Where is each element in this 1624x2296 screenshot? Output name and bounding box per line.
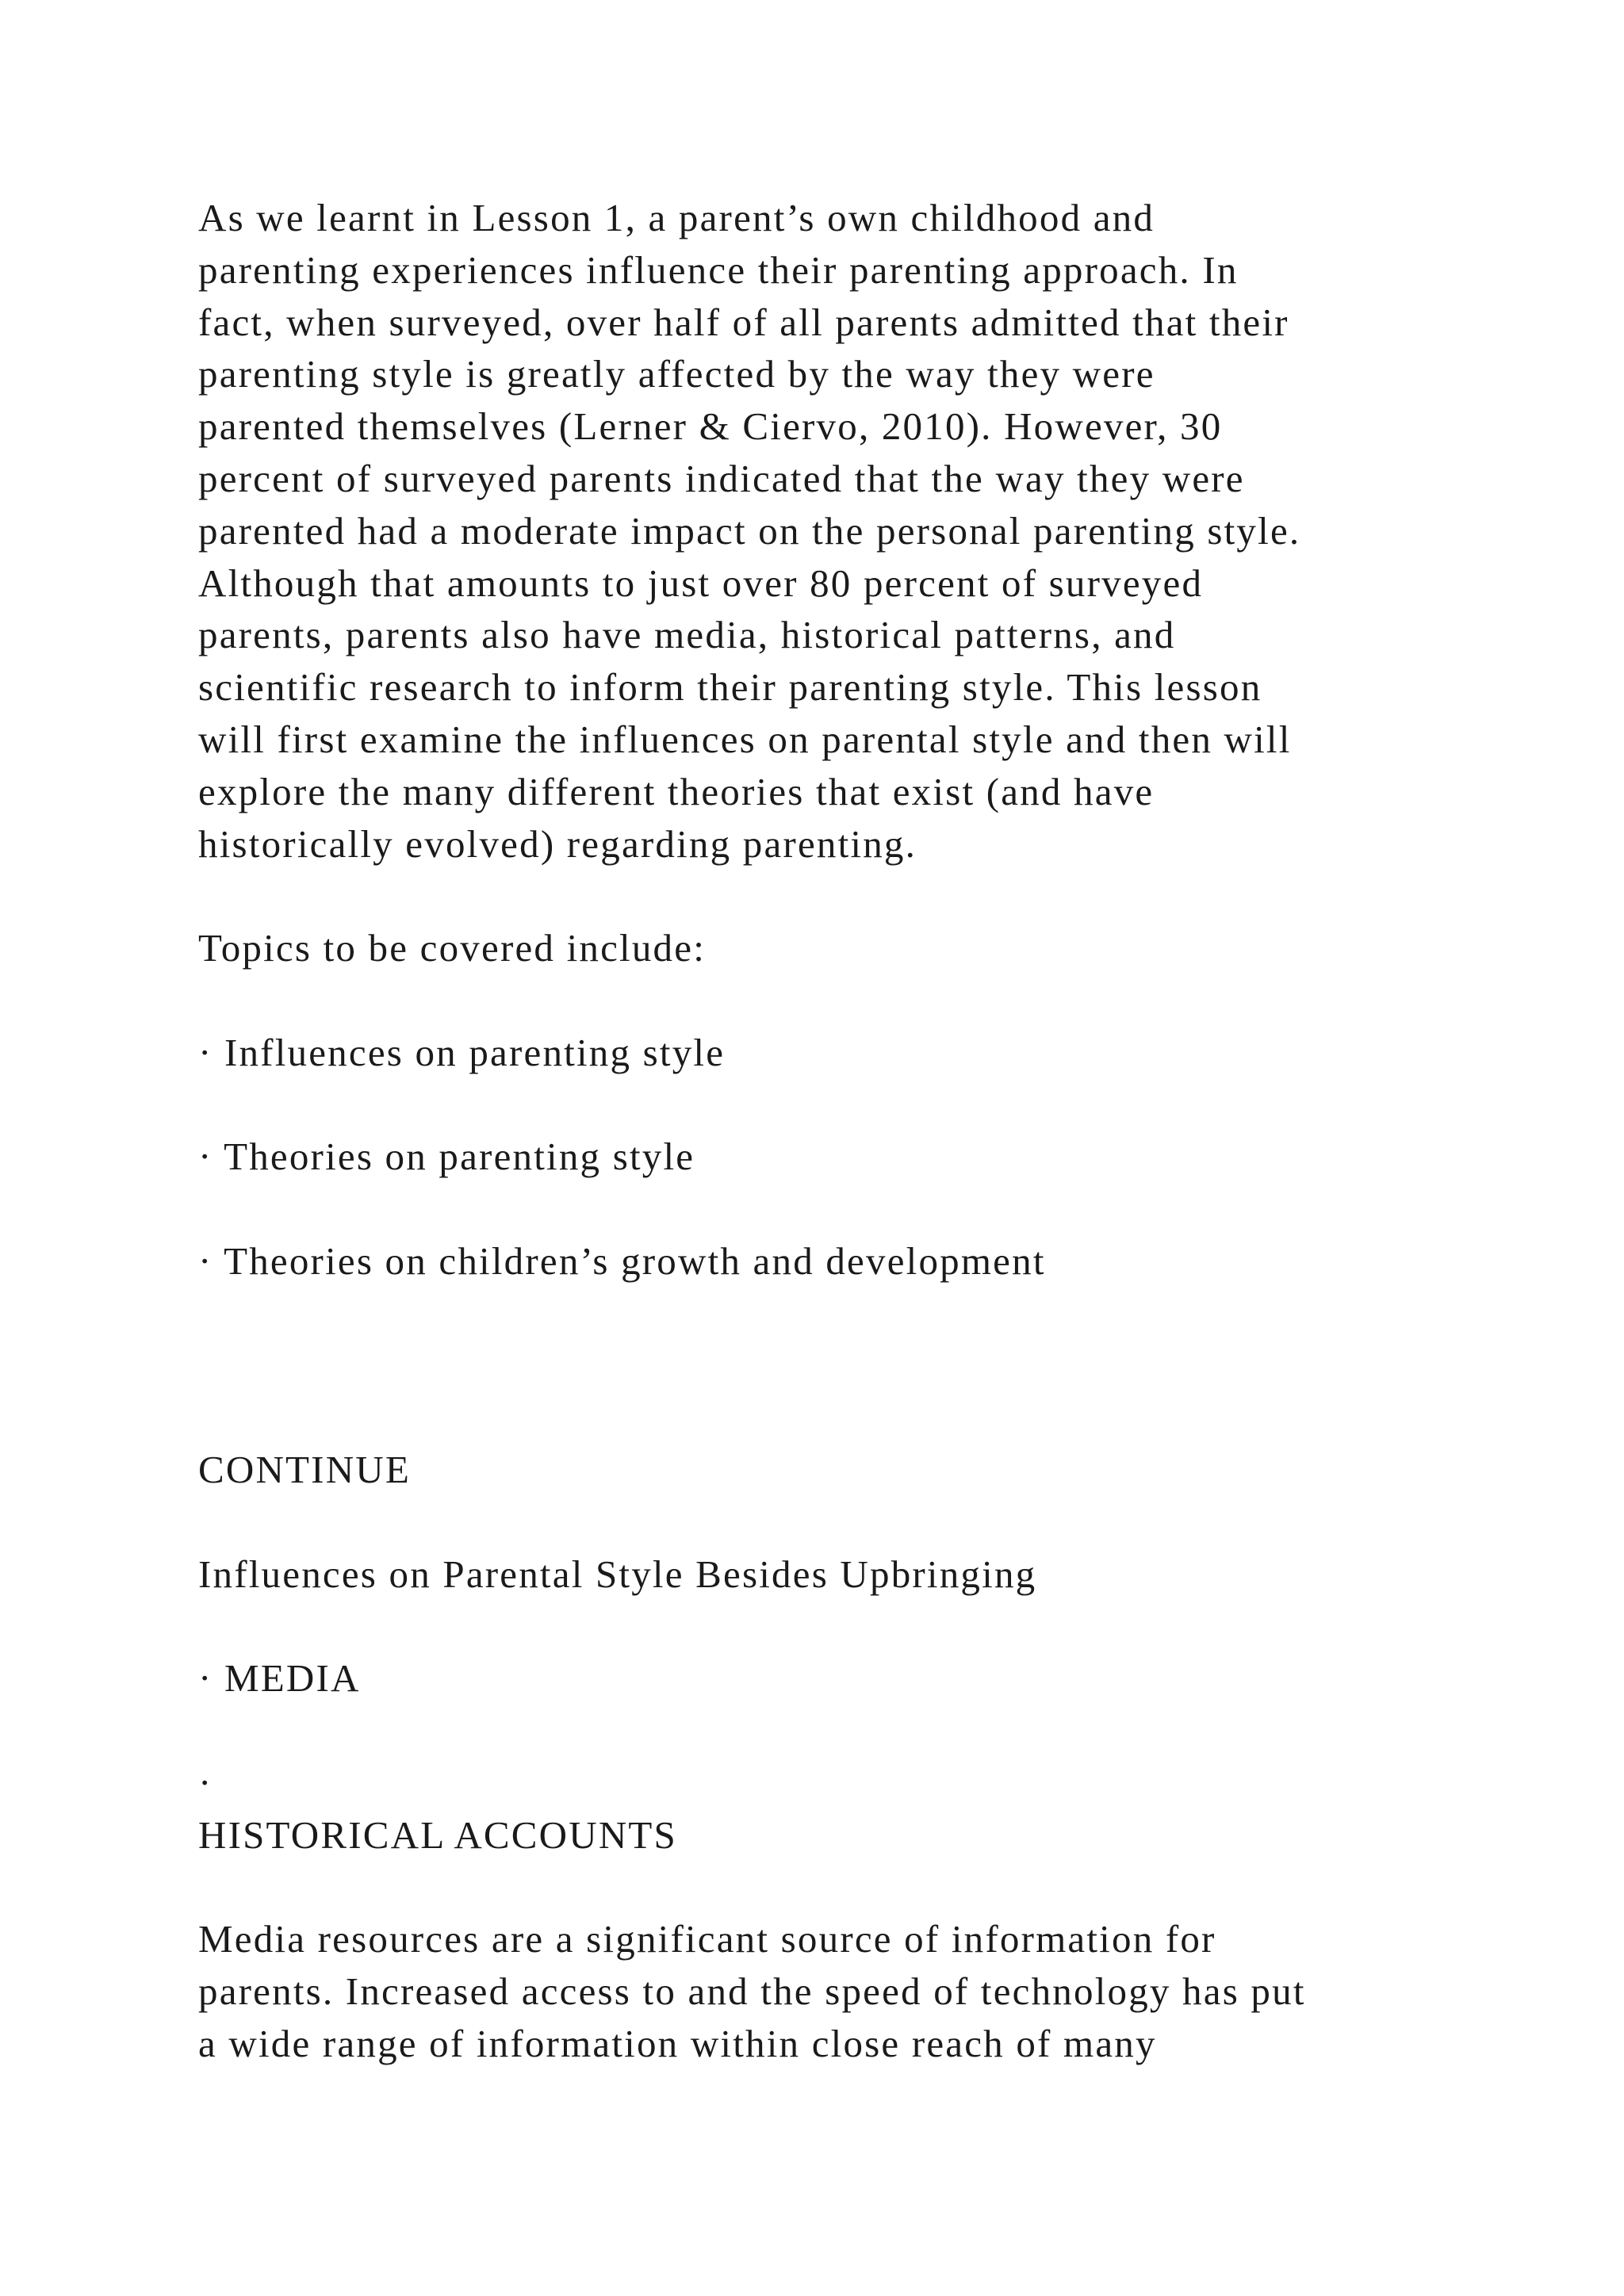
tab-historical-accounts[interactable]: HISTORICAL ACCOUNTS [198, 1812, 678, 1857]
intro-line: parents, parents also have media, historical patterns, and [198, 613, 1176, 657]
intro-line: historically evolved) regarding parenting. [198, 821, 917, 866]
bullet-dot: · [198, 1760, 213, 1804]
intro-line: As we learnt in Lesson 1, a parent’s own childhood and [198, 196, 1155, 239]
media-paragraph-line: a wide range of information within close reach of many [198, 2021, 1157, 2065]
continue-button[interactable]: CONTINUE [198, 1448, 412, 1492]
intro-line: parented had a moderate impact on the personal parenting style. [198, 508, 1301, 553]
media-paragraph-line: Media resources are a significant source of information for [198, 1917, 1216, 1961]
intro-paragraph [198, 192, 1467, 870]
intro-line: Although that amounts to just over 80 percent of surveyed [198, 561, 1204, 605]
intro-line: explore the many different theories that exist (and have [198, 769, 1155, 813]
intro-line: scientific research to inform their parenting style. This lesson [198, 665, 1262, 710]
intro-line: parenting experiences influence their parenting approach. In [198, 247, 1239, 292]
topic-item-growth-theories: · Theories on children’s growth and development [198, 1238, 1046, 1283]
intro-line: fact, when surveyed, over half of all parents admitted that their [198, 300, 1289, 344]
media-paragraph-line: parents. Increased access to and the speed of technology has put [198, 1969, 1306, 2014]
intro-line: percent of surveyed parents indicated that the way they were [198, 456, 1245, 500]
intro-line: parenting style is greatly affected by the way they were [198, 352, 1155, 396]
intro-line: parented themselves (Lerner & Ciervo, 2010). However, 30 [198, 404, 1223, 449]
tab-media[interactable]: · MEDIA [198, 1656, 361, 1701]
topic-item-influences: · Influences on parenting style [198, 1030, 726, 1074]
document-body [198, 192, 1467, 2070]
media-paragraph [198, 1913, 1467, 2069]
intro-line: will first examine the influences on parental style and then will [198, 717, 1292, 761]
topic-item-parenting-theories: · Theories on parenting style [198, 1135, 695, 1179]
topics-heading: Topics to be covered include: [198, 926, 707, 970]
section-title: Influences on Parental Style Besides Upbringing [198, 1552, 1037, 1596]
